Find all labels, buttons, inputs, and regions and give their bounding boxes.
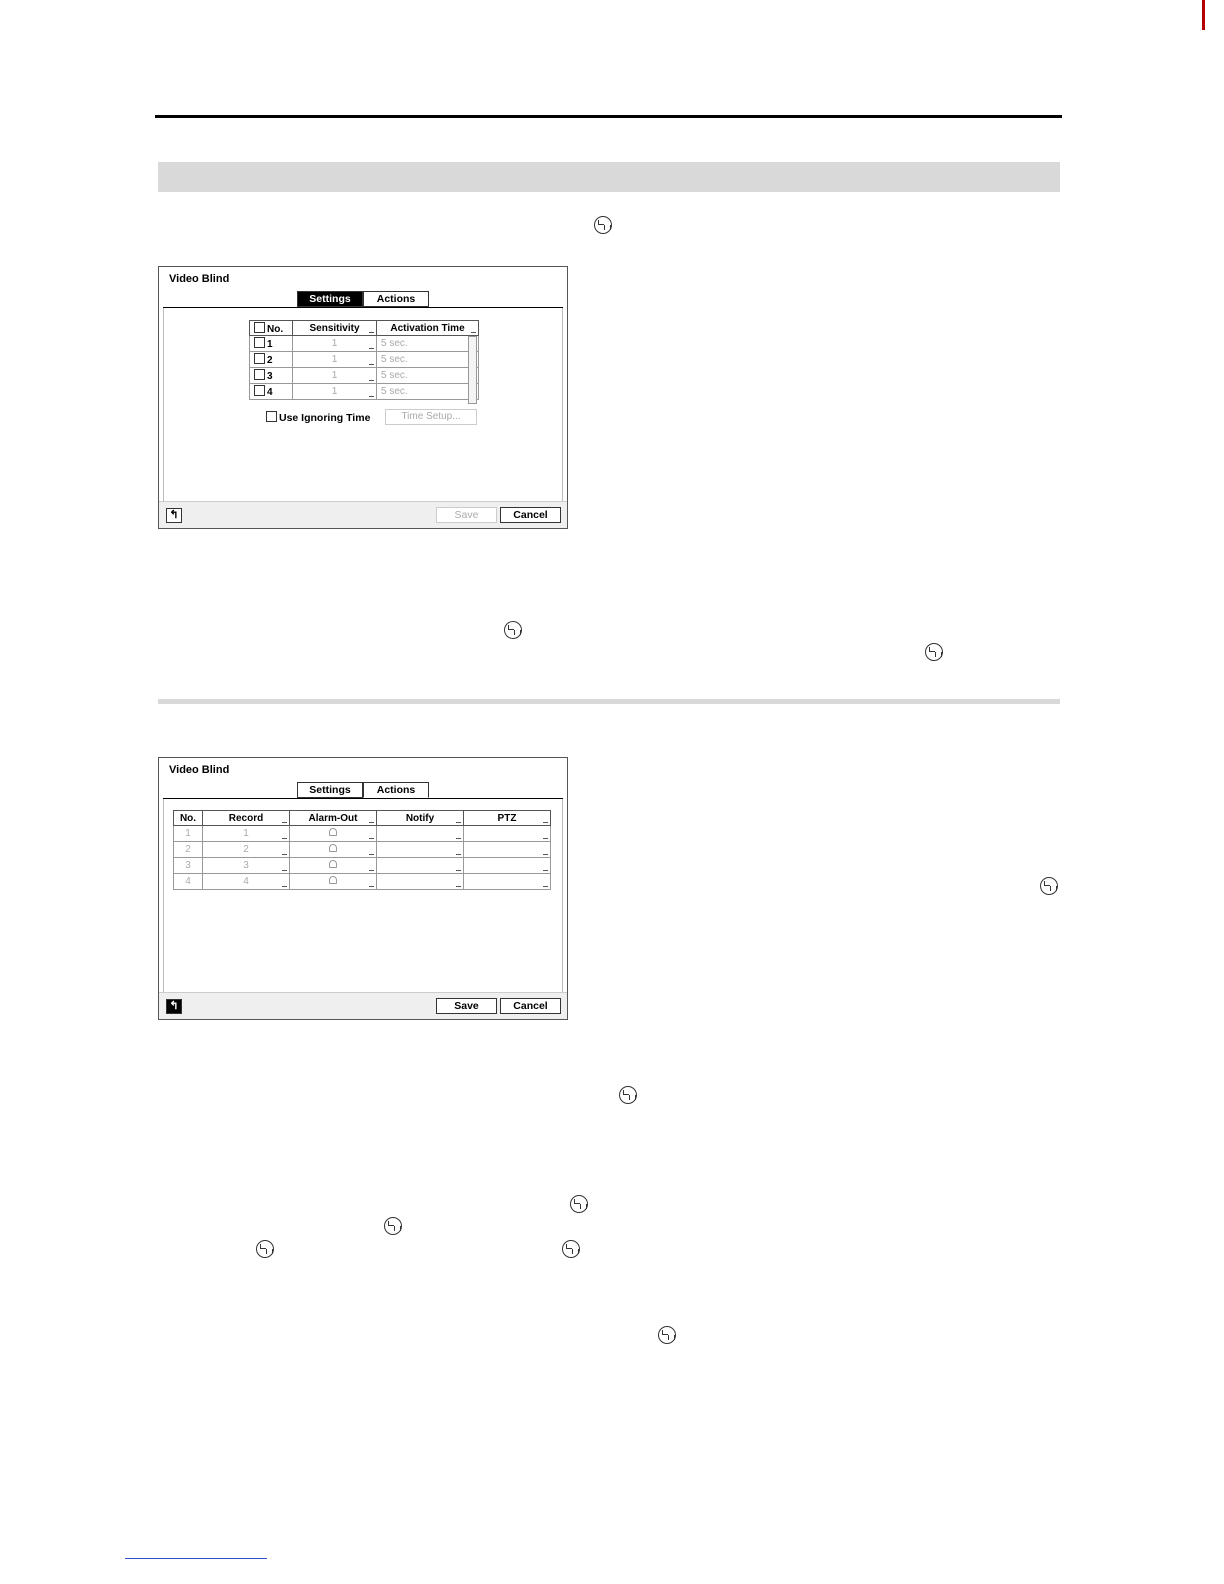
row-number[interactable] [250, 352, 293, 368]
enter-button-icon [658, 1326, 676, 1344]
column-header-activation-time[interactable]: Activation Time [377, 321, 479, 336]
section-divider [158, 699, 1060, 704]
enter-button-icon [594, 216, 612, 234]
row-number[interactable] [250, 368, 293, 384]
footer-link-underline [125, 1558, 267, 1559]
video-blind-actions-dialog [158, 757, 568, 1020]
bell-icon [329, 828, 337, 836]
ptz-cell[interactable] [464, 826, 551, 842]
alarm-out-cell[interactable] [290, 842, 377, 858]
enter-button-icon [619, 1086, 637, 1104]
notify-cell[interactable] [377, 874, 464, 890]
sensitivity-table [249, 320, 479, 400]
table-row [174, 858, 551, 874]
ptz-cell[interactable] [464, 842, 551, 858]
sensitivity-cell[interactable]: 1 [293, 368, 377, 384]
activation-time-cell[interactable]: 5 sec. [377, 352, 479, 368]
dialog-footer [159, 992, 567, 1019]
alarm-out-cell[interactable] [290, 826, 377, 842]
sensitivity-cell[interactable]: 1 [293, 336, 377, 352]
record-cell[interactable]: 2 [203, 842, 290, 858]
table-row [250, 368, 479, 384]
tab-bar [297, 782, 429, 798]
row-number[interactable] [250, 336, 293, 352]
activation-time-cell[interactable]: 5 sec. [377, 336, 479, 352]
table-scrollbar[interactable] [468, 336, 477, 404]
section-heading-band [158, 162, 1060, 192]
alarm-out-cell[interactable] [290, 858, 377, 874]
dialog-footer [159, 501, 567, 528]
column-header-no[interactable]: No. [174, 811, 203, 826]
notify-cell[interactable] [377, 842, 464, 858]
tab-actions[interactable]: Actions [363, 291, 429, 307]
column-header-sensitivity[interactable]: Sensitivity [293, 321, 377, 336]
row-number[interactable] [250, 384, 293, 400]
actions-table [173, 810, 551, 890]
column-header-notify[interactable]: Notify [377, 811, 464, 826]
row-checkbox[interactable] [254, 369, 265, 380]
video-blind-settings-dialog [158, 266, 568, 529]
column-header-record[interactable]: Record [203, 811, 290, 826]
dialog-title: Video Blind [169, 764, 230, 776]
select-all-checkbox[interactable] [254, 322, 265, 333]
notify-cell[interactable] [377, 858, 464, 874]
table-row [174, 842, 551, 858]
row-number: 3 [174, 858, 203, 874]
dialog-title: Video Blind [169, 273, 230, 285]
alarm-out-cell[interactable] [290, 874, 377, 890]
record-cell[interactable]: 4 [203, 874, 290, 890]
ptz-cell[interactable] [464, 858, 551, 874]
enter-button-icon [1040, 877, 1058, 895]
row-number-label: 3 [267, 371, 273, 382]
table-row [174, 874, 551, 890]
column-header-ptz[interactable]: PTZ [464, 811, 551, 826]
save-button[interactable]: Save [436, 998, 497, 1014]
undo-arrow-icon[interactable]: ↰ [166, 999, 182, 1014]
time-setup-button[interactable]: Time Setup... [385, 409, 477, 425]
tab-settings[interactable]: Settings [297, 291, 363, 307]
record-cell[interactable]: 3 [203, 858, 290, 874]
header-rule [155, 115, 1062, 118]
use-ignoring-time-label: Use Ignoring Time [279, 412, 371, 424]
bell-icon [329, 860, 337, 868]
bell-icon [329, 876, 337, 884]
table-row [250, 384, 479, 400]
page-edge-marker [1202, 0, 1205, 30]
cancel-button[interactable]: Cancel [500, 507, 561, 523]
table-row [250, 352, 479, 368]
enter-button-icon [504, 621, 522, 639]
column-header-alarm-out[interactable]: Alarm-Out [290, 811, 377, 826]
save-button[interactable]: Save [436, 507, 497, 523]
table-row [250, 336, 479, 352]
cancel-button[interactable]: Cancel [500, 998, 561, 1014]
table-row [174, 826, 551, 842]
use-ignoring-time-checkbox[interactable] [266, 411, 277, 422]
tab-settings[interactable]: Settings [297, 782, 363, 798]
row-checkbox[interactable] [254, 353, 265, 364]
row-number: 4 [174, 874, 203, 890]
column-header-no[interactable] [250, 321, 293, 336]
activation-time-cell[interactable]: 5 sec. [377, 368, 479, 384]
enter-button-icon [384, 1217, 402, 1235]
enter-button-icon [925, 643, 943, 661]
enter-button-icon [562, 1240, 580, 1258]
undo-arrow-icon[interactable]: ↰ [166, 508, 182, 523]
row-number-label: 1 [267, 339, 273, 350]
column-label: No. [267, 323, 284, 335]
enter-button-icon [570, 1195, 588, 1213]
ptz-cell[interactable] [464, 874, 551, 890]
use-ignoring-time-option[interactable] [266, 411, 370, 424]
bell-icon [329, 844, 337, 852]
enter-button-icon [256, 1240, 274, 1258]
row-checkbox[interactable] [254, 337, 265, 348]
sensitivity-cell[interactable]: 1 [293, 384, 377, 400]
row-number-label: 4 [267, 387, 273, 398]
row-checkbox[interactable] [254, 385, 265, 396]
tab-bar [297, 291, 429, 307]
row-number: 1 [174, 826, 203, 842]
notify-cell[interactable] [377, 826, 464, 842]
row-number-label: 2 [267, 355, 273, 366]
activation-time-cell[interactable]: 5 sec. [377, 384, 479, 400]
tab-actions[interactable]: Actions [363, 782, 429, 798]
sensitivity-cell[interactable]: 1 [293, 352, 377, 368]
record-cell[interactable]: 1 [203, 826, 290, 842]
row-number: 2 [174, 842, 203, 858]
